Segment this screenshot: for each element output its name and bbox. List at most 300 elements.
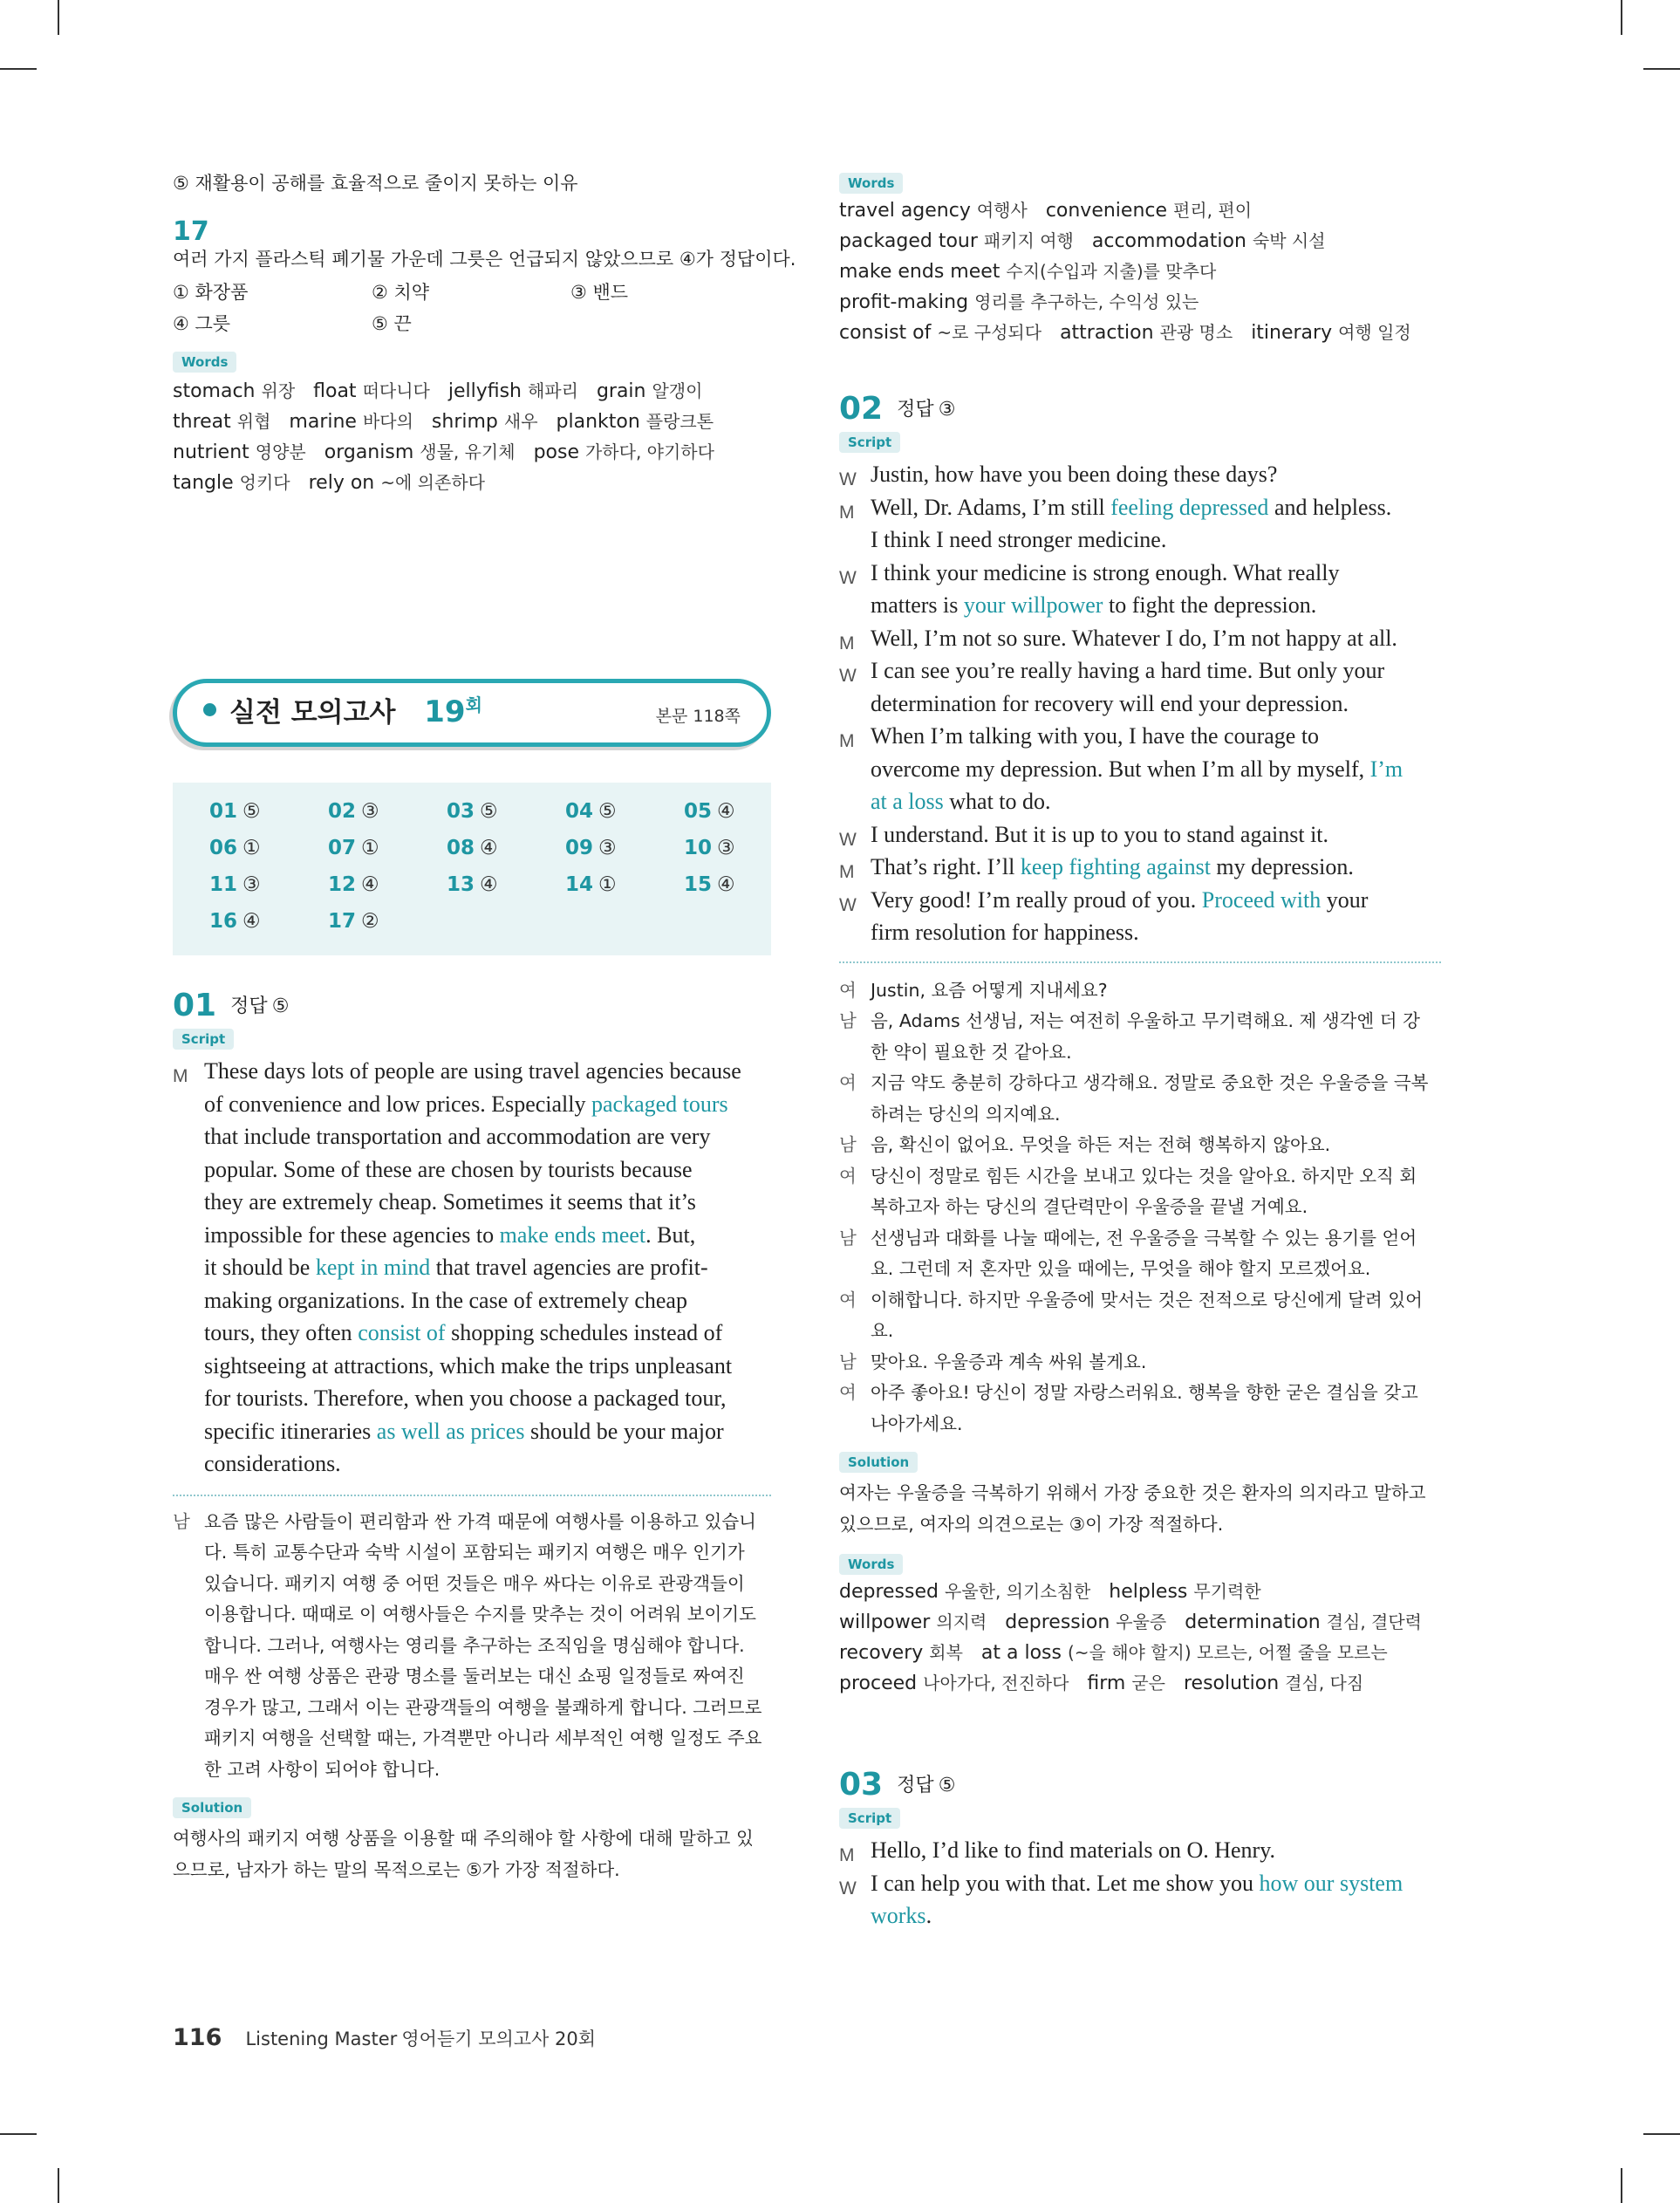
q17-option: ③ 밴드 <box>570 282 629 303</box>
word-row <box>839 226 1441 257</box>
speaker-label: 남 <box>839 1010 857 1031</box>
solution-tag: Solution <box>173 1797 251 1818</box>
crop-mark <box>1643 68 1680 70</box>
word-kr: 여행사 <box>976 200 1028 221</box>
answer-choice: ① <box>598 873 617 896</box>
speaker-label: M <box>173 1066 188 1086</box>
answer-choice: ③ <box>361 800 379 823</box>
q01-translation <box>173 1507 771 1786</box>
word-kr: 편리, 편이 <box>1173 200 1253 221</box>
q01-answer: ⑤ <box>271 995 290 1017</box>
highlight-phrase: as well as prices <box>376 1418 525 1444</box>
highlight-phrase: consist of <box>358 1320 446 1345</box>
script-line: works. <box>871 1903 932 1928</box>
answer-number: 12 <box>328 873 357 896</box>
word-en: firm <box>1087 1673 1126 1694</box>
word-en: resolution <box>1183 1673 1280 1694</box>
q17-option: ⑤ 끈 <box>372 313 412 334</box>
bullet-icon <box>203 703 216 716</box>
translation-turn <box>839 1130 1441 1161</box>
q17-option: ② 치약 <box>372 282 430 303</box>
answer-choice: ⑤ <box>598 800 617 823</box>
q17-word-list <box>173 376 796 498</box>
answer-choice: ④ <box>480 837 498 859</box>
speaker-label: 남 <box>173 1510 190 1532</box>
q02-script <box>839 458 1441 949</box>
crop-mark <box>1621 2168 1622 2203</box>
answer-cell <box>447 873 498 896</box>
script-line: Very good! I’m really proud of you. Proceed with your <box>871 886 1369 913</box>
word-row <box>173 468 796 498</box>
answer-choice: ⑤ <box>242 800 261 823</box>
word-kr: 영양분 <box>255 441 306 462</box>
script-line: matters is your willpower to fight the depression. <box>871 592 1317 618</box>
word-kr: ~에 의존하다 <box>380 472 485 493</box>
script-line: These days lots of people are using travel agencies because <box>204 1058 741 1084</box>
word-en: willpower <box>839 1611 931 1633</box>
word-kr: 수지(수입과 지출)를 맞추다 <box>1006 261 1217 282</box>
word-kr: 관광 명소 <box>1159 322 1233 343</box>
answer-cell <box>209 837 261 859</box>
q03-number: 03 <box>839 1767 884 1803</box>
answer-cell <box>328 800 379 823</box>
answer-cell <box>684 873 735 896</box>
page-number: 116 <box>173 2024 222 2051</box>
dialog-turn <box>839 491 1441 557</box>
translation-line: 매우 싼 여행 상품은 관광 명소를 둘러보는 대신 쇼핑 일정들로 짜여진 <box>204 1666 745 1686</box>
word-en: travel agency <box>839 200 971 222</box>
q17-option: ① 화장품 <box>173 282 249 303</box>
translation-turn <box>839 1285 1441 1347</box>
dialog-turn <box>839 884 1441 949</box>
solution-line: 여행사의 패키지 여행 상품을 이용할 때 주의해야 할 사항에 대해 말하고 있 <box>173 1828 754 1849</box>
word-kr: 우울증 <box>1116 1611 1167 1632</box>
script-line: specific itineraries as well as prices should be your major <box>204 1418 724 1444</box>
q02-word-list <box>839 1577 1441 1699</box>
dialog-turn <box>839 851 1441 884</box>
word-en: helpless <box>1109 1581 1188 1603</box>
script-line: I think your medicine is strong enough. What really <box>871 559 1340 585</box>
word-row <box>839 257 1441 287</box>
translation-turn <box>839 1378 1441 1440</box>
speaker-label: M <box>839 502 855 523</box>
word-en: depressed <box>839 1581 939 1603</box>
dialog-turn <box>839 818 1441 852</box>
word-row <box>173 407 796 437</box>
q02-section <box>839 391 1441 1699</box>
speaker-label: M <box>839 633 855 653</box>
translation-line: 요즘 많은 사람들이 편리함과 싼 가격 때문에 여행사를 이용하고 있습니 <box>204 1510 756 1532</box>
answer-cell <box>209 873 261 896</box>
crop-mark <box>58 0 59 35</box>
test-title: 실전 모의고사 <box>229 697 396 729</box>
highlight-phrase: packaged tours <box>591 1091 728 1117</box>
crop-mark <box>1621 0 1622 35</box>
q01-words-section <box>839 173 1441 348</box>
translation-line: 음, 확신이 없어요. 무엇을 하든 저는 전혀 행복하지 않아요. <box>871 1134 1331 1155</box>
solution-line: 으므로, 남자가 하는 말의 목적으로는 ⑤가 가장 적절하다. <box>173 1858 620 1880</box>
answer-cell <box>447 837 498 859</box>
answer-choice: ③ <box>598 837 617 859</box>
test-title-box <box>173 679 771 747</box>
script-tag: Script <box>173 1029 234 1050</box>
speaker-label: 여 <box>839 1165 857 1187</box>
script-line: impossible for these agencies to make ends meet. But, <box>204 1221 696 1248</box>
script-line: I think I need stronger medicine. <box>871 527 1167 552</box>
answer-number: 05 <box>684 800 713 823</box>
word-row <box>839 318 1441 348</box>
answer-cell <box>328 873 379 896</box>
q02-answer-label: 정답 <box>897 399 934 421</box>
translation-line: 복하고자 하는 당신의 결단력만이 우울증을 끝낼 거예요. <box>871 1196 1308 1217</box>
speaker-label: W <box>839 1878 857 1899</box>
script-line: Hello, I’d like to find materials on O. Henry. <box>871 1837 1276 1863</box>
divider <box>839 961 1441 963</box>
translation-line: 아주 좋아요! 당신이 정말 자랑스러워요. 행복을 향한 굳은 결심을 갖고 <box>871 1382 1418 1403</box>
translation-turn <box>839 1006 1441 1068</box>
answer-number: 17 <box>328 910 357 933</box>
word-en: stomach <box>173 380 256 402</box>
book-subtitle: 영어듣기 모의고사 20회 <box>401 2029 597 2049</box>
speaker-label: W <box>839 894 857 915</box>
dialog-turn <box>839 720 1441 818</box>
answer-choice: ② <box>361 910 379 933</box>
translation-line: 음, Adams 선생님, 저는 여전히 우울하고 무기력해요. 제 생각엔 더 강 <box>871 1010 1420 1031</box>
word-en: nutrient <box>173 441 249 463</box>
word-kr: 바다의 <box>362 411 413 432</box>
translation-line: 한 약이 필요한 것 같아요. <box>871 1041 1072 1063</box>
word-en: at a loss <box>980 1642 1062 1664</box>
answer-choice: ④ <box>717 800 735 823</box>
word-row <box>839 287 1441 318</box>
highlight-phrase: works <box>871 1903 926 1928</box>
answer-choice: ④ <box>717 873 735 896</box>
q01-script <box>173 1055 771 1481</box>
q01-section <box>173 988 771 1885</box>
word-kr: 회복 <box>929 1642 963 1663</box>
q02-solution <box>839 1478 1441 1540</box>
highlight-phrase: how our system <box>1259 1870 1403 1896</box>
speaker-label: 여 <box>839 979 857 1001</box>
speaker-label: M <box>839 731 855 751</box>
words-tag: Words <box>173 352 236 373</box>
answer-number: 14 <box>565 873 594 896</box>
word-kr: 위장 <box>261 380 296 401</box>
word-en: grain <box>596 380 646 402</box>
script-line: popular. Some of these are chosen by tourists because <box>204 1156 693 1182</box>
word-kr: 영리를 추구하는, 수익성 있는 <box>974 291 1199 312</box>
script-line: Justin, how have you been doing these days? <box>871 462 1278 487</box>
answer-number: 13 <box>447 873 475 896</box>
answer-choice: ④ <box>242 910 261 933</box>
script-line: that include transportation and accommodation are very <box>204 1124 711 1149</box>
answer-cell <box>565 837 617 859</box>
answer-choice: ③ <box>242 873 261 896</box>
script-line: sightseeing at attractions, which make the trips unpleasant <box>204 1352 733 1379</box>
answer-number: 11 <box>209 873 238 896</box>
word-row <box>173 376 796 407</box>
word-en: jellyfish <box>447 380 522 402</box>
word-en: pose <box>533 441 579 463</box>
translation-line: 선생님과 대화를 나눌 때에는, 전 우울증을 극복할 수 있는 용기를 얻어 <box>871 1227 1417 1249</box>
answer-number: 08 <box>447 837 475 859</box>
script-line: at a loss what to do. <box>871 789 1051 814</box>
word-en: shrimp <box>431 411 498 433</box>
q03-answer-label: 정답 <box>897 1775 934 1796</box>
word-en: accommodation <box>1091 230 1246 252</box>
translation-line: Justin, 요즘 어떻게 지내세요? <box>871 979 1108 1001</box>
dialog-turn <box>839 622 1441 655</box>
divider <box>173 1495 771 1496</box>
dialog-turn <box>839 557 1441 622</box>
script-line: making organizations. In the case of extremely cheap <box>204 1287 687 1313</box>
word-kr: 결심, 다짐 <box>1285 1673 1364 1693</box>
crop-mark <box>1643 2133 1680 2135</box>
translation-line: 요. 그런데 저 혼자만 있을 때에는, 무엇을 해야 할지 모르겠어요. <box>871 1258 1371 1279</box>
answer-cell <box>209 910 261 933</box>
translation-turn <box>839 1223 1441 1285</box>
script-line: it should be kept in mind that travel agencies are profit- <box>204 1255 708 1280</box>
speaker-label: W <box>839 666 857 686</box>
answer-grid <box>173 783 771 955</box>
translation-line: 경우가 많고, 그래서 이는 관광객들의 여행을 불쾌하게 합니다. 그러므로 <box>204 1696 762 1718</box>
translation-turn <box>839 1347 1441 1379</box>
word-kr: 의지력 <box>936 1611 987 1632</box>
q17-explanation: 여러 가지 플라스틱 폐기물 가운데 그릇은 언급되지 않았으므로 ④가 정답이다. <box>173 249 796 270</box>
answer-number: 03 <box>447 800 475 823</box>
q17-option: ④ 그릇 <box>173 313 231 334</box>
highlight-phrase: Proceed with <box>1201 886 1321 913</box>
answer-cell <box>684 837 735 859</box>
word-kr: 결심, 결단력 <box>1326 1611 1423 1632</box>
dialog-turn <box>839 458 1441 491</box>
page-footer <box>173 2024 596 2051</box>
word-kr: 떠다니다 <box>362 380 430 401</box>
speaker-label: 남 <box>839 1351 857 1372</box>
speaker-label: M <box>839 1845 855 1865</box>
q17-options <box>173 277 796 339</box>
answer-choice: ④ <box>361 873 379 896</box>
words-tag: Words <box>839 173 903 194</box>
word-en: proceed <box>839 1673 918 1694</box>
word-kr: 여행 일정 <box>1338 322 1411 343</box>
speaker-label: 남 <box>839 1227 857 1249</box>
answer-number: 16 <box>209 910 238 933</box>
script-line: I can see you’re really having a hard time. But only your <box>871 658 1385 683</box>
answer-cell <box>447 800 498 823</box>
word-en: threat <box>173 411 231 433</box>
q02-translation <box>839 975 1441 1440</box>
word-row <box>839 1668 1441 1699</box>
answer-choice: ⑤ <box>480 800 498 823</box>
word-kr: 해파리 <box>527 380 578 401</box>
word-en: depression <box>1005 1611 1110 1633</box>
word-en: determination <box>1185 1611 1321 1633</box>
word-en: profit-making <box>839 291 969 313</box>
speaker-label: W <box>839 469 857 489</box>
script-line: I can help you with that. Let me show you how our system <box>871 1870 1403 1896</box>
answer-cell <box>328 837 379 859</box>
q02-number: 02 <box>839 391 884 427</box>
highlight-phrase: feeling depressed <box>1110 494 1269 520</box>
word-kr: ~로 구성되다 <box>937 322 1042 343</box>
script-line: overcome my depression. But when I’m all by myself, I’m <box>871 756 1403 782</box>
speaker-label: W <box>839 829 857 850</box>
translation-line: 있습니다. 패키지 여행 중 어떤 것들은 매우 싸다는 이유로 관광객들이 <box>204 1572 745 1594</box>
answer-number: 15 <box>684 873 713 896</box>
script-line: for tourists. Therefore, when you choose a packaged tour, <box>204 1385 727 1411</box>
script-tag: Script <box>839 432 900 453</box>
solution-line: 있으므로, 여자의 의견으로는 ③이 가장 적절하다. <box>839 1513 1224 1535</box>
word-kr: 숙박 시설 <box>1252 230 1326 251</box>
translation-line: 하려는 당신의 의지예요. <box>871 1103 1061 1125</box>
translation-line: 다. 특히 교통수단과 숙박 시설이 포함되는 패키지 여행은 매우 인기가 <box>204 1542 745 1563</box>
word-row <box>839 1577 1441 1607</box>
speaker-label: 남 <box>839 1134 857 1155</box>
solution-tag: Solution <box>839 1452 918 1473</box>
solution-line: 여자는 우울증을 극복하기 위해서 가장 중요한 것은 환자의 의지라고 말하고 <box>839 1482 1426 1503</box>
q01-solution <box>173 1823 771 1885</box>
test-page-ref: 본문 118쪽 <box>655 707 741 726</box>
word-kr: 엉키다 <box>239 472 290 493</box>
word-en: plankton <box>556 411 640 433</box>
highlight-phrase: keep fighting against <box>1020 854 1211 879</box>
q02-answer: ③ <box>938 399 956 421</box>
q01-word-list <box>839 195 1441 348</box>
word-row <box>839 1607 1441 1638</box>
translation-line: 요. <box>871 1320 894 1341</box>
word-kr: 생물, 유기체 <box>420 441 516 462</box>
q17-number: 17 <box>173 216 209 247</box>
translation-line: 나아가세요. <box>871 1413 963 1434</box>
script-line: determination for recovery will end your depression. <box>871 690 1349 716</box>
answer-number: 04 <box>565 800 594 823</box>
word-en: rely on <box>308 472 375 494</box>
dialog-turn <box>839 1834 1441 1867</box>
highlight-phrase: make ends meet <box>499 1221 646 1248</box>
translation-line: 한 고려 사항이 되어야 합니다. <box>204 1758 440 1780</box>
test-number: 19 <box>424 694 466 729</box>
book-title: Listening Master <box>245 2029 398 2049</box>
script-line: they are extremely cheap. Sometimes it seems that it’s <box>204 1189 696 1214</box>
answer-number: 02 <box>328 800 357 823</box>
word-row <box>839 1638 1441 1668</box>
word-kr: 플랑크톤 <box>645 411 714 432</box>
crop-mark <box>58 2168 59 2203</box>
word-en: consist of <box>839 322 932 344</box>
dialog-turn <box>839 654 1441 720</box>
q03-answer: ⑤ <box>938 1775 956 1796</box>
word-kr: 알갱이 <box>652 380 703 401</box>
answer-number: 01 <box>209 800 238 823</box>
translation-line: 합니다. 그러나, 여행사는 영리를 추구하는 조직임을 명심해야 합니다. <box>204 1634 745 1656</box>
answer-cell <box>209 800 261 823</box>
translation-turn <box>839 975 1441 1007</box>
q03-section <box>839 1767 1441 1933</box>
q17-section <box>173 216 796 498</box>
script-line: considerations. <box>204 1451 341 1476</box>
script-line: When I’m talking with you, I have the courage to <box>871 723 1320 749</box>
answer-cell <box>565 873 617 896</box>
translation-turn <box>839 1068 1441 1130</box>
script-tag: Script <box>839 1808 900 1829</box>
word-en: make ends meet <box>839 261 1000 283</box>
speaker-label: W <box>839 567 857 588</box>
word-kr: 우울한, 의기소침한 <box>945 1581 1091 1602</box>
q16-option-5: ⑤ 재활용이 공해를 효율적으로 줄이지 못하는 이유 <box>173 173 578 194</box>
highlight-phrase: your willpower <box>963 592 1103 618</box>
word-kr: 패키지 여행 <box>983 230 1074 251</box>
script-line: That’s right. I’ll keep fighting against my depression. <box>871 854 1354 879</box>
word-en: tangle <box>173 472 234 494</box>
speaker-label: 여 <box>839 1289 857 1310</box>
crop-mark <box>0 68 37 70</box>
script-line: Well, I’m not so sure. Whatever I do, I’m not happy at all. <box>871 625 1397 651</box>
answer-number: 07 <box>328 837 357 859</box>
word-kr: 가하다, 야기하다 <box>584 441 714 462</box>
script-line: firm resolution for happiness. <box>871 920 1139 945</box>
translation-line: 당신이 정말로 힘든 시간을 보내고 있다는 것을 알아요. 하지만 오직 회 <box>871 1165 1417 1187</box>
word-en: organism <box>324 441 414 463</box>
highlight-phrase: I’m <box>1369 756 1403 782</box>
word-kr: 굳은 <box>1131 1673 1165 1693</box>
speaker-label: 여 <box>839 1072 857 1093</box>
answer-number: 06 <box>209 837 238 859</box>
speaker-label: 여 <box>839 1382 857 1403</box>
q03-script <box>839 1834 1441 1933</box>
script-line: Well, Dr. Adams, I’m still feeling depressed and helpless. <box>871 494 1392 520</box>
answer-choice: ③ <box>717 837 735 859</box>
dialog-turn <box>839 1867 1441 1933</box>
answer-choice: ① <box>361 837 379 859</box>
word-kr: 무기력한 <box>1193 1581 1261 1602</box>
test-unit: 회 <box>465 694 482 715</box>
translation-line: 지금 약도 충분히 강하다고 생각해요. 정말로 중요한 것은 우울증을 극복 <box>871 1072 1429 1093</box>
word-en: recovery <box>839 1642 924 1664</box>
word-kr: 나아가다, 전진하다 <box>923 1673 1069 1693</box>
words-tag: Words <box>839 1554 903 1575</box>
answer-choice: ④ <box>480 873 498 896</box>
crop-mark <box>0 2133 37 2135</box>
word-kr: 새우 <box>503 411 538 432</box>
word-row <box>839 195 1441 226</box>
answer-choice: ① <box>242 837 261 859</box>
highlight-phrase: kept in mind <box>315 1255 431 1280</box>
answer-cell <box>565 800 617 823</box>
word-row <box>173 437 796 468</box>
word-en: attraction <box>1060 322 1154 344</box>
translation-line: 맞아요. 우울증과 계속 싸워 볼게요. <box>871 1351 1147 1372</box>
answer-number: 09 <box>565 837 594 859</box>
answer-cell <box>684 800 735 823</box>
script-line: of convenience and low prices. Especially packaged tours <box>204 1091 728 1117</box>
highlight-phrase: at a loss <box>871 789 944 814</box>
translation-line: 이용합니다. 때때로 이 여행사들은 수지를 맞추는 것이 어려워 보이기도 <box>204 1604 756 1625</box>
word-en: itinerary <box>1251 322 1333 344</box>
word-kr: 위협 <box>236 411 271 432</box>
answer-cell <box>328 910 379 933</box>
translation-turn <box>839 1161 1441 1223</box>
word-en: packaged tour <box>839 230 978 252</box>
translation-line: 패키지 여행을 선택할 때는, 가격뿐만 아니라 세부적인 여행 일정도 주요 <box>204 1728 762 1748</box>
word-en: marine <box>289 411 357 433</box>
word-kr: (~을 해야 할지) 모르는, 어쩔 줄을 모르는 <box>1067 1642 1388 1663</box>
script-line: tours, they often consist of shopping schedules instead of <box>204 1320 723 1345</box>
translation-line: 이해합니다. 하지만 우울증에 맞서는 것은 전적으로 당신에게 달려 있어 <box>871 1289 1423 1310</box>
script-line: I understand. But it is up to you to stand against it. <box>871 821 1329 847</box>
q01-answer-label: 정답 <box>230 995 268 1017</box>
word-en: convenience <box>1045 200 1168 222</box>
